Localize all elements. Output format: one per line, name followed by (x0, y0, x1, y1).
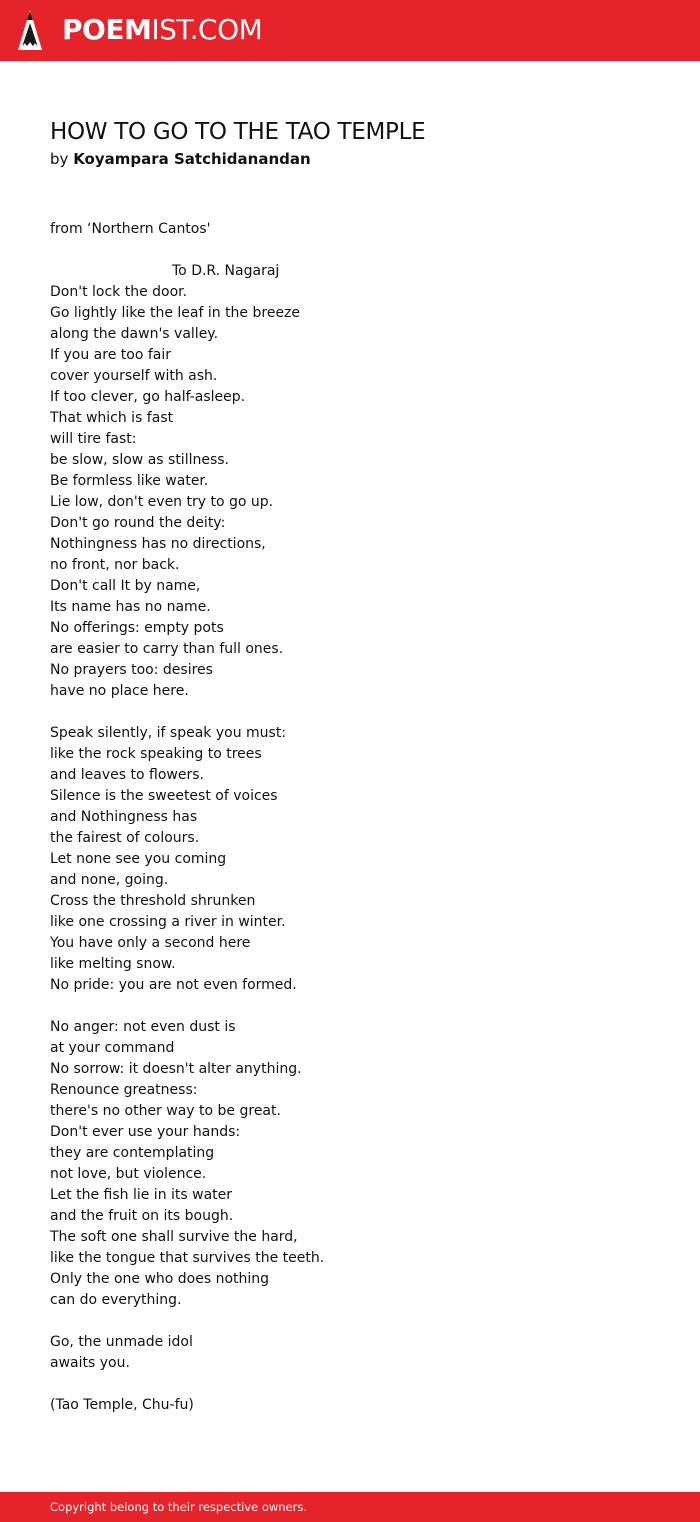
poem-line: Don't go round the deity: (50, 515, 226, 531)
poem-line: from ‘Northern Cantos' (50, 221, 211, 237)
poem-line: No sorrow: it doesn't alter anything. (50, 1061, 302, 1077)
poem-line: like the rock speaking to trees (50, 746, 262, 762)
poem-line: If too clever, go half-asleep. (50, 389, 246, 405)
poem-line: No anger: not even dust is (50, 1019, 236, 1035)
poem-line: Let the fish lie in its water (50, 1187, 233, 1203)
poem-line: cover yourself with ash. (50, 368, 218, 384)
stanza-break (50, 1311, 650, 1332)
poem-line: Lie low, don't even try to go up. (50, 494, 274, 510)
poem-line: No prayers too: desires (50, 662, 213, 678)
poem-line: If you are too fair (50, 347, 171, 363)
copyright-text: Copyright belong to their respective owners. (50, 1500, 308, 1514)
poem-line: Cross the threshold shrunken (50, 893, 256, 909)
poem-line: there's no other way to be great. (50, 1103, 281, 1119)
poem-line: can do everything. (50, 1292, 182, 1308)
poem-line: Its name has no name. (50, 599, 211, 615)
poem-line: have no place here. (50, 683, 189, 699)
stanza-break (50, 702, 650, 723)
poem-line: will tire fast: (50, 431, 137, 447)
poem-line: and leaves to flowers. (50, 767, 204, 783)
poem-line: Let none see you coming (50, 851, 227, 867)
poem-line: Don't ever use your hands: (50, 1124, 241, 1140)
author-name: Koyampara Satchidanandan (73, 150, 311, 168)
poem-line: not love, but violence. (50, 1166, 207, 1182)
poem-line: and Nothingness has (50, 809, 198, 825)
stanza-break (50, 1374, 650, 1395)
poem-line: awaits you. (50, 1355, 130, 1371)
poem-line: like the tongue that survives the teeth. (50, 1250, 325, 1266)
site-footer (0, 1492, 700, 1522)
poem-line: like one crossing a river in winter. (50, 914, 286, 930)
poem-line: Silence is the sweetest of voices (50, 788, 278, 804)
stanza-break (50, 996, 650, 1017)
poem-line: That which is fast (50, 410, 174, 426)
poem-line: are easier to carry than full ones. (50, 641, 284, 657)
byline (50, 149, 311, 169)
logo-text-bold: POEM (62, 13, 152, 46)
poem-line: (Tao Temple, Chu-fu) (50, 1397, 194, 1413)
poem-line: be slow, slow as stillness. (50, 452, 229, 468)
poem-line: no front, nor back. (50, 557, 180, 573)
site-header (0, 0, 700, 61)
poem-line: Be formless like water. (50, 473, 209, 489)
poem-line: The soft one shall survive the hard, (50, 1229, 298, 1245)
poem-line: like melting snow. (50, 956, 176, 972)
site-logo[interactable] (62, 12, 262, 48)
logo-text-light: IST.COM (151, 13, 263, 46)
poem-line: Only the one who does nothing (50, 1271, 270, 1287)
poem-line: at your command (50, 1040, 175, 1056)
poem-line: Go, the unmade idol (50, 1334, 193, 1350)
poem-line: along the dawn's valley. (50, 326, 219, 342)
stanza-break (50, 240, 650, 261)
poem-line: You have only a second here (50, 935, 251, 951)
poem-line: Renounce greatness: (50, 1082, 198, 1098)
by-label: by (50, 150, 69, 168)
poem-line: Speak silently, if speak you must: (50, 725, 287, 741)
poem-line: and none, going. (50, 872, 169, 888)
poem-line: they are contemplating (50, 1145, 215, 1161)
poem-line: No pride: you are not even formed. (50, 977, 297, 993)
poem-body (50, 219, 650, 1416)
pencil-tip-icon[interactable] (17, 9, 43, 51)
poem-line: and the fruit on its bough. (50, 1208, 234, 1224)
poem-line: the fairest of colours. (50, 830, 200, 846)
dedication-line: To D.R. Nagaraj (172, 263, 280, 279)
poem-title: HOW TO GO TO THE TAO TEMPLE (50, 119, 426, 145)
poem-line: Nothingness has no directions, (50, 536, 266, 552)
poem-line: Don't call It by name, (50, 578, 201, 594)
poem-line: Don't lock the door. (50, 284, 188, 300)
poem-line: No offerings: empty pots (50, 620, 224, 636)
poem-line: Go lightly like the leaf in the breeze (50, 305, 301, 321)
